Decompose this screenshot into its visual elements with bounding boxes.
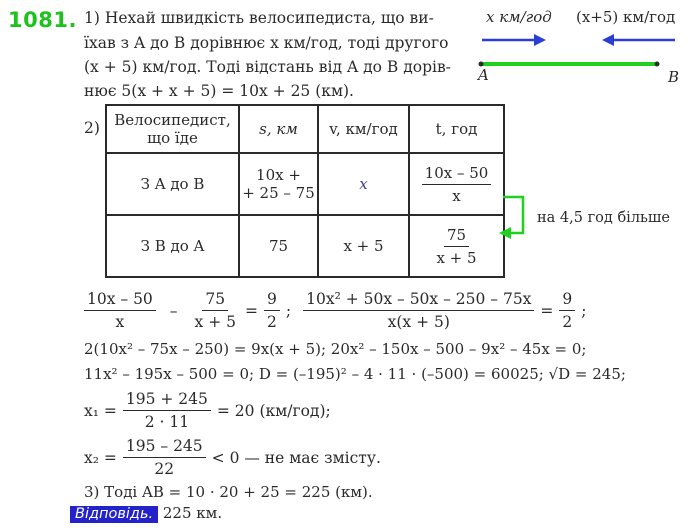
equation-line-2: 2(10x² – 75x – 250) = 9x(x + 5); 20x² – 150x – 500 – 9x² – 45x = 0;: [84, 340, 587, 358]
row2-time: $\frac{75}{x + 5}$: [409, 215, 504, 277]
part2-label: 2): [84, 119, 100, 137]
motion-table: [105, 104, 505, 278]
row2-distance: 75: [239, 215, 318, 277]
row2-speed: x + 5: [318, 215, 409, 277]
equation-line-3: 11x² – 195x – 500 = 0; D = (–195)² – 4 · 11 · (–500) = 60025; √D = 245;: [84, 365, 626, 383]
point-a-label: A: [478, 66, 489, 84]
eq-frac-3: $\frac{9}{2}$: [264, 290, 280, 331]
row1-distance: 10x + + 25 – 75: [239, 153, 318, 215]
motion-diagram: [470, 2, 690, 92]
table-row: [106, 215, 504, 277]
point-b-label: B: [668, 68, 680, 86]
row1-speed: x: [318, 153, 409, 215]
row1-time: $\frac{10x - 50}{x}$: [409, 153, 504, 215]
table-header-row: [106, 105, 504, 153]
root-x1: x₁ = $\frac{195 + 245}{2 \cdot 11}$ = 20 (км/год);: [84, 390, 331, 431]
row1-name: З A до B: [106, 153, 239, 215]
eq-frac-2: $\frac{75}{x + 5}$: [194, 290, 236, 331]
part1-line3: (x + 5) км/год. Тоді відстань від A до B дорів-: [84, 58, 451, 76]
header-cyclist: Велосипедист, що їде: [106, 105, 239, 153]
part1-line2: їхав з A до B дорівнює x км/год, тоді другого: [84, 34, 449, 52]
row2-name: З B до A: [106, 215, 239, 277]
answer-line: [70, 503, 222, 524]
header-speed: v, км/год: [318, 105, 409, 153]
eq-frac-5: $\frac{9}{2}$: [559, 290, 575, 331]
header-distance: s, км: [239, 105, 318, 153]
bracket-note: на 4,5 год більше: [537, 210, 670, 226]
eq-frac-1: $\frac{10x - 50}{x}$: [84, 290, 156, 331]
header-time: t, год: [409, 105, 504, 153]
part3-line: 3) Тоді AB = 10 · 20 + 25 = 225 (км).: [84, 483, 373, 501]
problem-number: 1081.: [8, 8, 77, 32]
part1-line1: 1) Нехай швидкість велосипедиста, що ви-: [84, 9, 434, 27]
point-b-dot: [655, 62, 660, 67]
answer-value: 225 км.: [162, 504, 223, 522]
part1-line4: нює 5(x + x + 5) = 10x + 25 (км).: [84, 82, 354, 100]
left-arrow-icon: [602, 34, 675, 46]
right-arrow-icon: [482, 34, 546, 46]
bracket-arrow-icon: [495, 193, 535, 243]
equation-fractions: $\frac{10x - 50}{x}$ – $\frac{75}{x + 5}$ = $\frac{9}{2}$ ; $\frac{\text{10x² + 50x – 50x – 250 – 75x}}{x(x + 5)}$ = $\frac{9}{2}$ ;: [84, 290, 587, 331]
answer-label: Відповідь.: [70, 506, 158, 523]
speed-label-right: (x+5) км/год: [576, 8, 676, 26]
root-x2: x₂ = $\frac{195 - 245}{22}$ < 0 — не має змісту.: [84, 437, 381, 478]
eq-frac-4: $\frac{\text{10x² + 50x – 50x – 250 – 75x}}{x(x + 5)}$: [303, 290, 534, 331]
table-row: [106, 153, 504, 215]
speed-label-left: x км/год: [486, 8, 552, 26]
diagram-graphics: [470, 2, 690, 92]
